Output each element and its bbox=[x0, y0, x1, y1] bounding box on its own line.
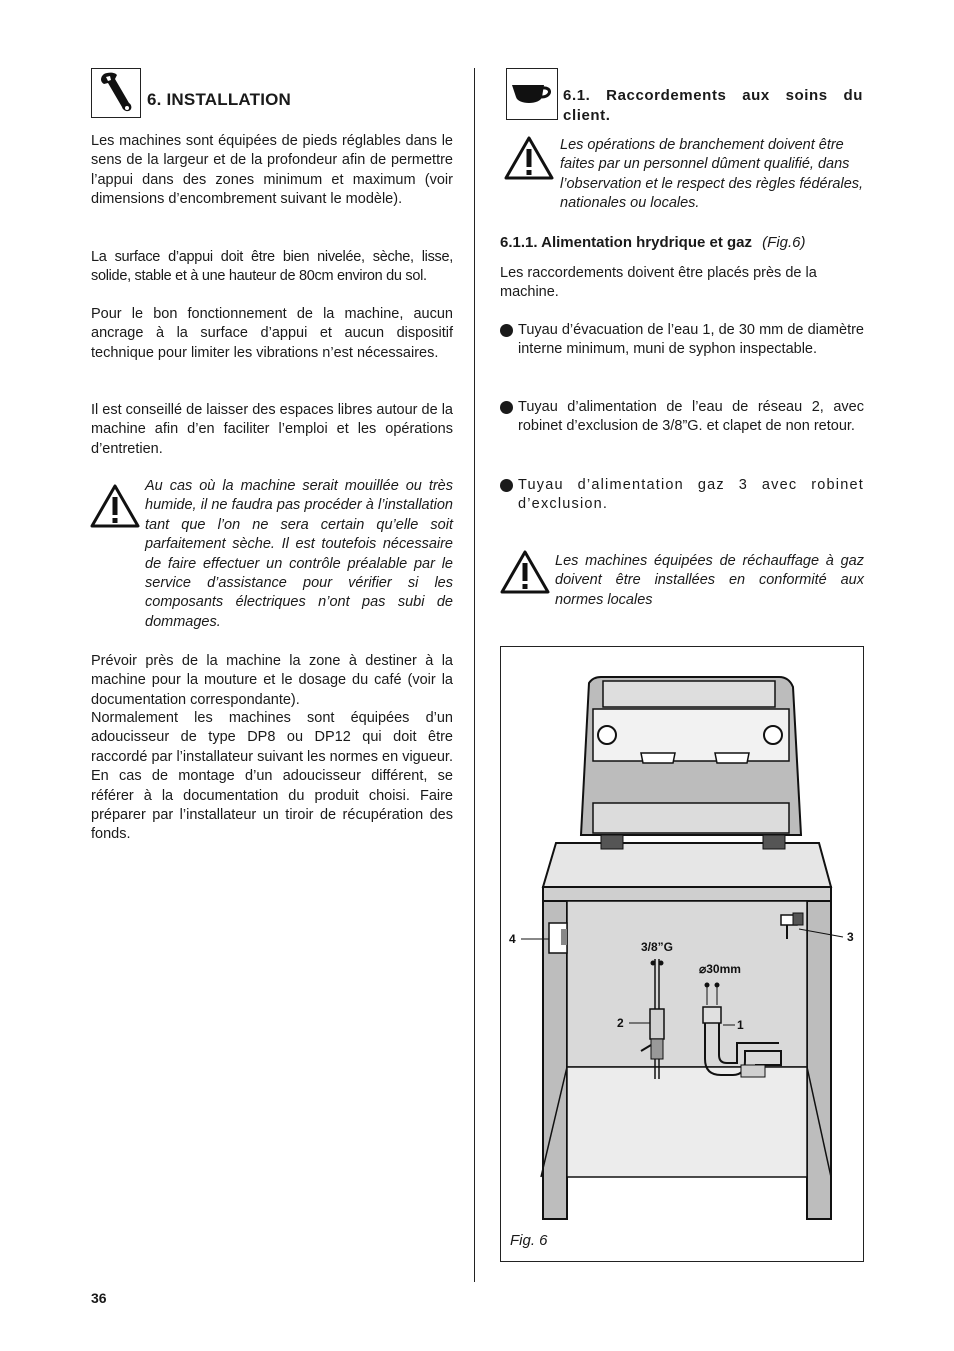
paragraph-connections: Les raccordements doivent être placés près de la machine. bbox=[500, 265, 817, 301]
list-item bbox=[500, 476, 864, 515]
label-2: 2 bbox=[617, 1016, 624, 1030]
paragraph-grinder: Prévoir près de la machine la zone à destiner à la machine pour la mouture et le dosage du café (voir la documentation correspondante). bbox=[91, 653, 453, 708]
bullet-text: Tuyau d’évacuation de l’eau 1, de 30 mm de diamètre interne minimum, muni de syphon inspectable. bbox=[518, 322, 864, 358]
bullet-icon bbox=[500, 401, 513, 414]
warning-humidity: Au cas où la machine serait mouillée ou très humide, il ne faudra pas procéder à l’installation tant que l’on ne sera certain qu’elle soit parfaitement sèche. Il est toutefois nécessaire de faire effectuer un contrôle préalable par le service d’assistance pour vérifier si les composants électriques n’ont pas subi de dommages. bbox=[145, 478, 453, 630]
coffee-cup-icon bbox=[510, 79, 554, 109]
warning-icon bbox=[500, 550, 550, 594]
subsubsection-heading bbox=[500, 233, 864, 253]
label-drain-size: ⌀30mm bbox=[699, 962, 741, 976]
paragraph-feet: Les machines sont équipées de pieds réglables dans le sens de la largeur et de la profondeur afin de permettre l’appui dans des zones minimum et maximum (voir dimensions d’encombrement suivant le modèle). bbox=[91, 133, 453, 208]
warning-icon bbox=[90, 484, 140, 528]
figure-caption: Fig. 6 bbox=[510, 1232, 548, 1249]
wrench-icon-box bbox=[91, 68, 141, 118]
paragraph-spaces: Il est conseillé de laisser des espaces libres autour de la machine afin d’en faciliter l’emploi et les opérations d’entretien. bbox=[91, 402, 453, 457]
installation-diagram bbox=[501, 647, 863, 1261]
warning-icon bbox=[504, 136, 554, 180]
figure-reference: (Fig.6) bbox=[762, 234, 806, 251]
cup-icon-box bbox=[506, 68, 558, 120]
bullet-text: Tuyau d’alimentation de l’eau de réseau 2, avec robinet d’exclusion de 3/8”G. et clapet de non retour. bbox=[518, 399, 864, 435]
page-number: 36 bbox=[91, 1290, 107, 1306]
label-pipe-size: 3/8”G bbox=[641, 940, 674, 954]
list-item bbox=[500, 321, 864, 360]
paragraph-anchoring: Pour le bon fonctionnement de la machine, aucun ancrage à la surface d’appui et aucun dispositif technique pour limiter les vibrations n’est nécessaires. bbox=[91, 306, 453, 361]
warning-gas: Les machines équipées de réchauffage à gaz doivent être installées en conformité aux normes locales bbox=[555, 553, 864, 608]
bullet-text: Tuyau d’alimentation gaz 3 avec robinet d’exclusion. bbox=[518, 477, 864, 513]
subsubsection-title: 6.1.1. Alimentation hrydrique et gaz bbox=[500, 234, 752, 251]
list-item bbox=[500, 398, 864, 437]
label-3: 3 bbox=[847, 930, 854, 944]
paragraph-softener: Normalement les machines sont équipées d’un adoucisseur de type DP8 ou DP12 qui doit être raccordé par l’installateur suivant les normes en vigueur. En cas de montage d’un adoucisseur différent, se référer à la documentation du produit choisi. Faire préparer par l’installateur un tiroir de récupération des fonds. bbox=[91, 710, 453, 843]
label-4: 4 bbox=[509, 932, 516, 946]
column-divider bbox=[474, 68, 475, 1282]
warning-qualified: Les opérations de branchement doivent être faites par un personnel dûment qualifié, dans l’observation et le respect des règles fédérales, nationales ou locales. bbox=[560, 137, 864, 212]
paragraph-surface: La surface d’appui doit être bien nivelée, sèche, lisse, solide, stable et à une hauteur de 80cm environ du sol. bbox=[91, 249, 453, 285]
section-heading: 6. INSTALLATION bbox=[147, 90, 292, 109]
figure-frame bbox=[500, 646, 864, 1262]
bullet-icon bbox=[500, 479, 513, 492]
subsection-heading: 6.1. Raccordements aux soins du client. bbox=[563, 87, 863, 124]
wrench-icon bbox=[96, 71, 136, 115]
bullet-icon bbox=[500, 324, 513, 337]
label-1: 1 bbox=[737, 1018, 744, 1032]
